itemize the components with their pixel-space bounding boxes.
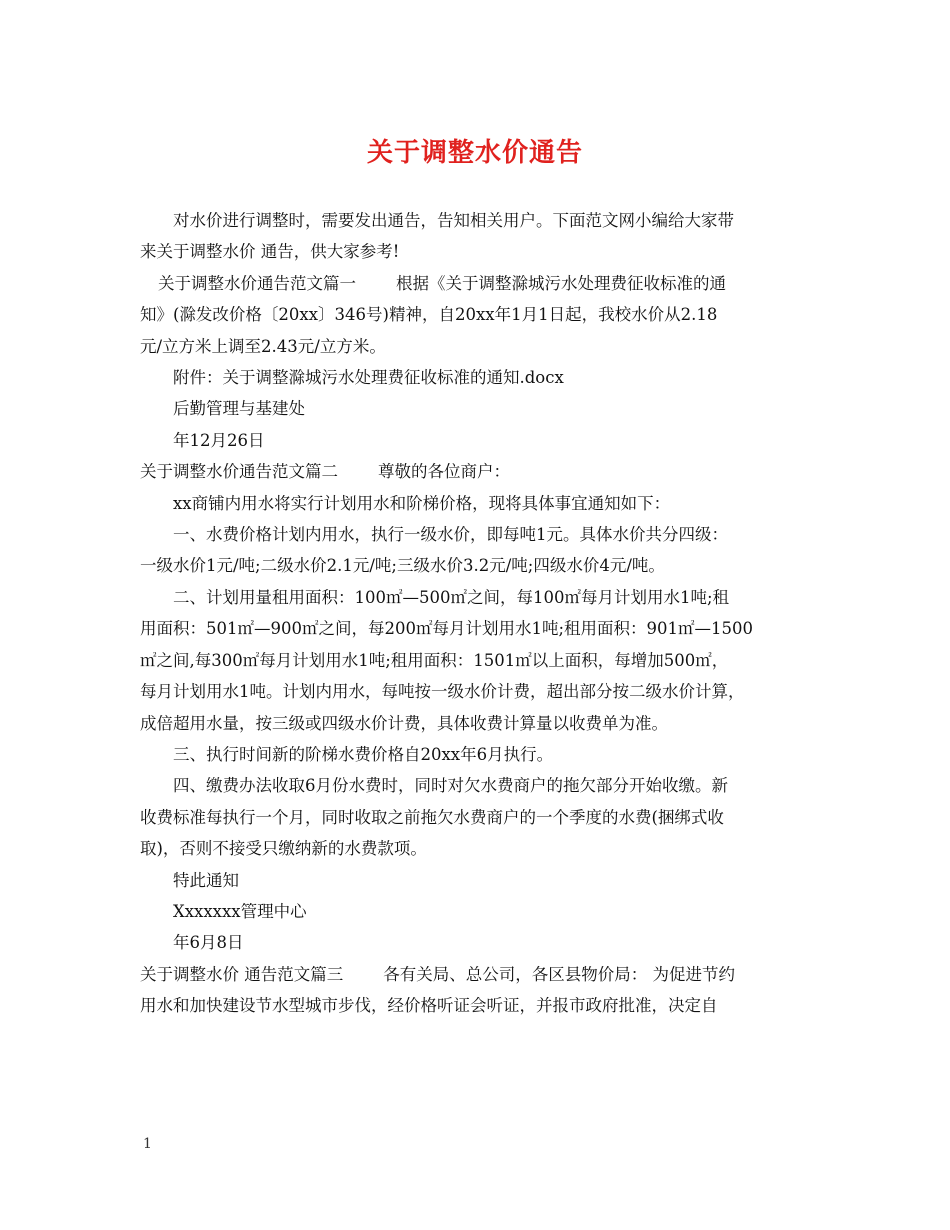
section2-item2-line-3: ㎡之间,每300㎡每月计划用水1吨;租用面积：1501㎡以上面积，每增加500㎡，	[140, 650, 729, 670]
section2-item4-line-3: 取)，否则不接受只缴纳新的水费款项。	[140, 839, 427, 859]
section2-item2-line-2: 用面积：501㎡—900㎡之间，每200㎡每月计划用水1吨;租用面积：901㎡—1500	[140, 619, 754, 639]
document-title: 关于调整水价通告	[366, 138, 583, 168]
section2-lead: xx商铺内用水将实行计划用水和阶梯价格，现将具体事宜通知如下：	[173, 493, 671, 513]
section2-item1-line-1: 一、水费价格计划内用水，执行一级水价，即每吨1元。具体水价共分四级：	[173, 525, 728, 545]
section1-heading: 关于调整水价通告范文篇一	[158, 273, 356, 293]
section2-item2-line-5: 成倍超用水量，按三级或四级水价计费，具体收费计算量以收费单为准。	[140, 713, 668, 733]
section1-org: 后勤管理与基建处	[173, 399, 305, 419]
section1-date: 年12月26日	[173, 430, 265, 450]
section2-item2-line-4: 每月计划用水1吨。计划内用水，每吨按一级水价计费，超出部分按二级水价计算，	[140, 682, 745, 702]
document-body	[140, 205, 812, 1022]
section2-org: Xxxxxxx管理中心	[173, 901, 307, 921]
section1-line-1: 根据《关于调整滁城污水处理费征收标准的通	[396, 273, 726, 293]
section2-closing: 特此通知	[173, 870, 239, 890]
section1-attachment: 附件：关于调整滁城污水处理费征收标准的通知.docx	[173, 368, 564, 388]
page-number: 1	[143, 1136, 152, 1152]
section3-line-2: 用水和加快建设节水型城市步伐，经价格听证会听证，并报市政府批准，决定自	[140, 996, 718, 1016]
section2-item2-line-1: 二、计划用量租用面积：100㎡—500㎡之间，每100㎡每月计划用水1吨;租	[173, 587, 730, 607]
section2-greeting: 尊敬的各位商户：	[378, 462, 510, 482]
section2-item3: 三、执行时间新的阶梯水费价格自20xx年6月执行。	[173, 744, 554, 764]
section2-heading-line	[140, 456, 812, 487]
intro-line-2: 来关于调整水价 通告，供大家参考!	[140, 242, 400, 262]
section2-item4-line-2: 收费标准每执行一个月，同时收取之前拖欠水费商户的一个季度的水费(捆绑式收	[140, 807, 724, 827]
section2-date: 年6月8日	[173, 933, 244, 953]
section2-item4-line-1: 四、缴费办法收取6月份水费时，同时对欠水费商户的拖欠部分开始收缴。新	[173, 776, 728, 796]
section1-heading-line	[140, 268, 812, 299]
section1-line-3: 元/立方米上调至2.43元/立方米。	[140, 336, 386, 356]
section2-item1-line-2: 一级水价1元/吨;二级水价2.1元/吨;三级水价3.2元/吨;四级水价4元/吨。	[140, 556, 665, 576]
section3-heading: 关于调整水价 通告范文篇三	[140, 964, 344, 984]
section1-line-2: 知》(滁发改价格〔20xx〕346号)精神，自20xx年1月1日起，我校水价从2.18	[140, 305, 718, 325]
intro-line-1: 对水价进行调整时，需要发出通告，告知相关用户。下面范文网小编给大家带	[173, 211, 734, 230]
section3-line-1: 各有关局、总公司，各区县物价局： 为促进节约	[383, 964, 735, 984]
section3-heading-line	[140, 959, 812, 990]
section2-heading: 关于调整水价通告范文篇二	[140, 462, 338, 482]
